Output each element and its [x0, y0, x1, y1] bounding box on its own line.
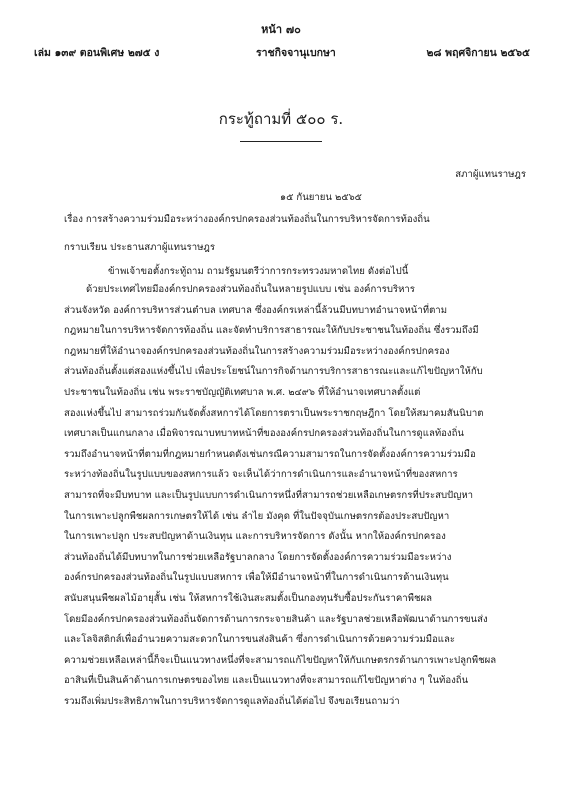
page-number: หน้า ๗๐	[261, 23, 301, 36]
body-line: ด้วยประเทศไทยมีองค์กรปกครองส่วนท้องถิ่นในหลายรูปแบบ เช่น องค์การบริหาร	[86, 284, 415, 295]
gazette-name: ราชกิจจานุเบกษา	[256, 47, 336, 59]
body-line: เทศบาลเป็นแกนกลาง เมื่อพิจารณาบทบาทหน้าที่ขององค์กรปกครองส่วนท้องถิ่นในการดูแลท้องถิ่น	[64, 428, 464, 440]
body-line: และโลจิสติกส์เพื่ออำนวยความสะดวกในการขนส่งสินค้า ซึ่งการดำเนินการด้วยความร่วมมือและ	[64, 634, 455, 646]
body-line: ส่วนจังหวัด องค์การบริหารส่วนตำบล เทศบาล ซึ่งองค์กรเหล่านี้ล้วนมีบทบาทอำนาจหน้าที่ตาม	[64, 304, 448, 316]
body-line: กฎหมายในการบริหารจัดการท้องถิ่น และจัดทำบริการสาธารณะให้กับประชาชนในท้องถิ่น ซึ่งรวมถึงมี	[64, 325, 479, 337]
body-paragraph	[64, 280, 504, 712]
subject-line: เรื่อง การสร้างความร่วมมือระหว่างองค์กรปกครองส่วนท้องถิ่นในการบริหารจัดการท้องถิ่น	[64, 214, 430, 225]
body-line: กฎหมายที่ให้อำนาจองค์กรปกครองส่วนท้องถิ่นในการสร้างความร่วมมือระหว่างองค์กรปกครอง	[64, 345, 450, 357]
body-line: ในการเพาะปลูก ประสบปัญหาด้านเงินทุน และการบริหารจัดการ ดังนั้น หากให้องค์กรปกครอง	[64, 531, 446, 543]
body-line: ระหว่างท้องถิ่นในรูปแบบของสหการแล้ว จะเห็นได้ว่าการดำเนินการและอำนาจหน้าที่ของสหการ	[64, 469, 458, 481]
body-line: สามารถที่จะมีบทบาท และเป็นรูปแบบการดำเนินการหนึ่งที่สามารถช่วยเหลือเกษตรกรที่ประสบปัญหา	[64, 489, 474, 501]
body-line: ส่วนท้องถิ่นได้มีบทบาทในการช่วยเหลือรัฐบาลกลาง โดยการจัดตั้งองค์การความร่วมมือระหว่าง	[64, 551, 452, 563]
recipient-org: สภาผู้แทนราษฎร	[455, 169, 526, 180]
letter-date: ๑๕ กันยายน ๒๕๖๕	[280, 192, 362, 203]
body-line: สนับสนุนพืชผลไม้อายุสั้น เช่น ให้สหการใช้เงินสะสมตั้งเป็นกองทุนรับซื้อประกันราคาพืชผล	[64, 592, 432, 604]
body-line: ประชาชนในท้องถิ่น เช่น พระราชบัญญัติเทศบาล พ.ศ. ๒๔๙๖ ที่ให้อำนาจเทศบาลตั้งแต่	[64, 386, 421, 398]
volume-issue: เล่ม ๑๓๙ ตอนพิเศษ ๒๗๕ ง	[34, 47, 160, 59]
document-title: กระทู้ถามที่ ๕๐๐ ร.	[218, 110, 344, 128]
publication-date: ๒๘ พฤศจิกายน ๒๕๖๕	[426, 47, 530, 59]
body-line: องค์กรปกครองส่วนท้องถิ่นในรูปแบบสหการ เพื่อให้มีอำนาจหน้าที่ในการดำเนินการด้านเงินทุน	[64, 572, 449, 584]
title-underline	[240, 141, 322, 142]
body-line: ส่วนท้องถิ่นตั้งแต่สองแห่งขึ้นไป เพื่อประโยชน์ในการกิจด้านการบริการสาธารณะและแก้ไขปัญหาให้กับ	[64, 366, 483, 378]
body-line: ในการเพาะปลูกพืชผลการเกษตรให้ได้ เช่น ลำไย มังคุด ที่ในปัจจุบันเกษตรกรต้องประสบปัญหา	[64, 510, 450, 522]
body-line: สองแห่งขึ้นไป สามารถร่วมกันจัดตั้งสหการได้โดยการตราเป็นพระราชกฤษฎีกา โดยให้สมาคมสันนิบาต	[64, 407, 484, 419]
intro-line: ข้าพเจ้าขอตั้งกระทู้ถาม ถามรัฐมนตรีว่าการกระทรวงมหาดไทย ดังต่อไปนี้	[108, 266, 409, 277]
salutation: กราบเรียน ประธานสภาผู้แทนราษฎร	[64, 242, 216, 253]
body-line: รวมถึงอำนาจหน้าที่ตามที่กฎหมายกำหนดดังเช่นกรณีความสามารถในการจัดตั้งองค์การความร่วมมือ	[64, 448, 476, 460]
body-line: รวมถึงเพิ่มประสิทธิภาพในการบริหารจัดการดูแลท้องถิ่นได้ต่อไป จึงขอเรียนถามว่า	[64, 695, 400, 707]
body-line: ความช่วยเหลือเหล่านี้ก็จะเป็นแนวทางหนึ่งที่จะสามารถแก้ไขปัญหาให้กับเกษตรกรด้านการเพาะปลูกพืชผล	[64, 654, 497, 666]
gazette-header	[34, 44, 530, 60]
body-line: อาสินที่เป็นสินค้าด้านการเกษตรของไทย และเป็นแนวทางที่จะสามารถแก้ไขปัญหาต่าง ๆ ในท้องถิ่น	[64, 675, 469, 687]
body-line: โดยมีองค์กรปกครองส่วนท้องถิ่นจัดการด้านการกระจายสินค้า และรัฐบาลช่วยเหลือพัฒนาด้านการขนส่ง	[64, 613, 488, 625]
